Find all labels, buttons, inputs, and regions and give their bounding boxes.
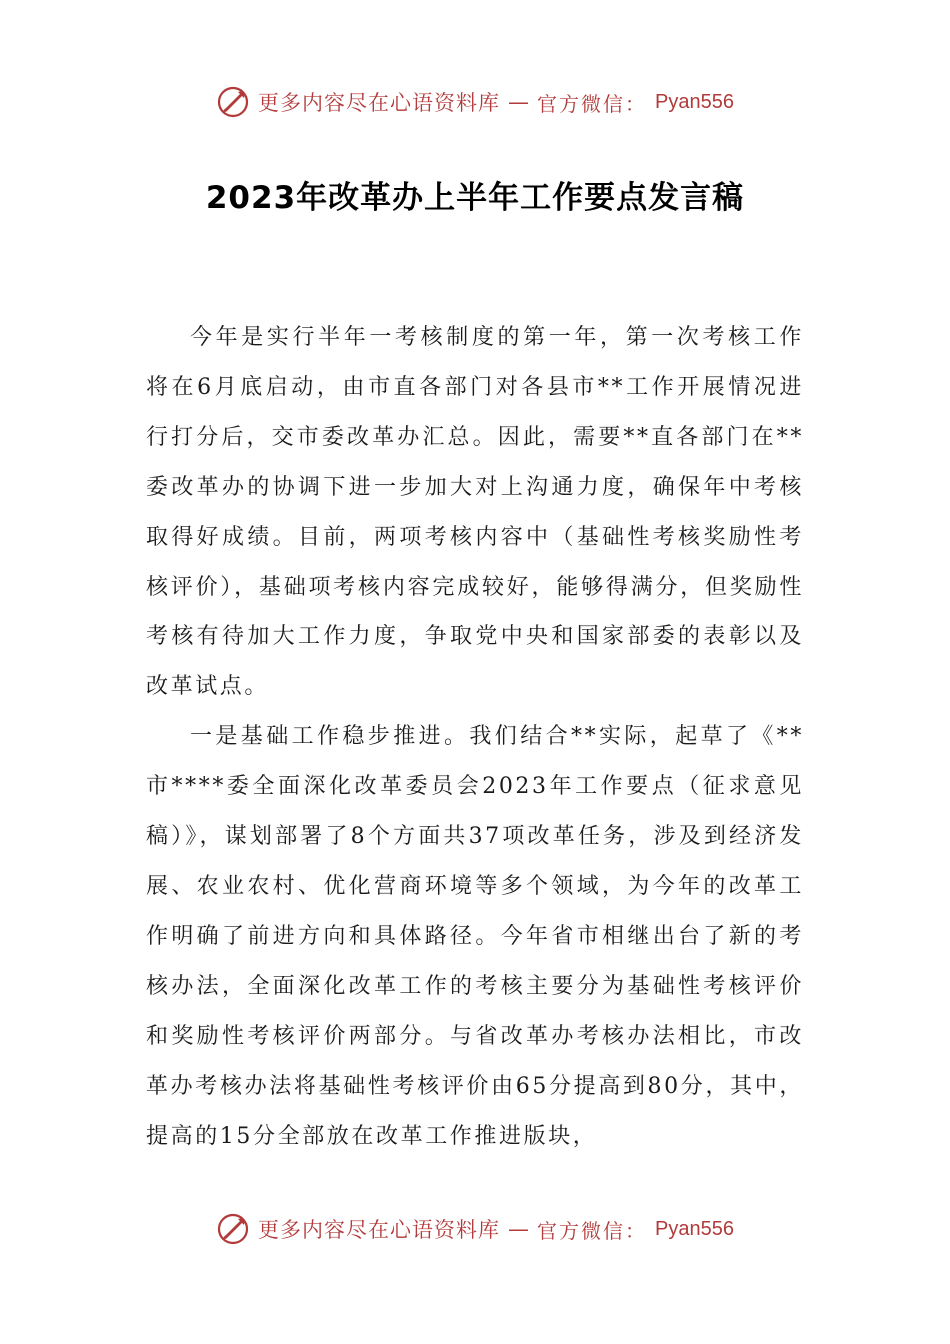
header-brand-text: 更多内容尽在心语资料库	[258, 91, 501, 115]
footer-wechat-id: Pyan556	[655, 1217, 734, 1240]
header-dash: —	[508, 90, 530, 114]
body-paragraph-2: 一是基础工作稳步推进。我们结合**实际，起草了《**市****委全面深化改革委员会2023年工作要点（征求意见稿）》，谋划部署了8个方面共37项改革任务，涉及到经济发展、农业农村、优化营商环境等多个领域，为今年的改革工作明确了前进方向和具体路径。今年省市相继出台了新的考核办法，全面深化改革工作的考核主要分为基础性考核评价和奖励性考核评价两部分。与省改革办考核办法相比，市改革办考核办法将基础性考核评价由65分提高到80分，其中，提高的15分全部放在改革工作推进版块，	[146, 724, 804, 1149]
footer-wechat-label: 官方微信：	[537, 1218, 648, 1243]
quill-pen-logo-icon	[216, 85, 250, 119]
document-title: 2023年改革办上半年工作要点发言稿	[205, 180, 745, 216]
body-paragraph-1: 今年是实行半年一考核制度的第一年，第一次考核工作将在6月底启动，由市直各部门对各县市**工作开展情况进行打分后，交市委改革办汇总。因此，需要**直各部门在**委改革办的协调下进一步加大对上沟通力度，确保年中考核取得好成绩。目前，两项考核内容中（基础性考核奖励性考核评价），基础项考核内容完成较好，能够得满分，但奖励性考核有待加大工作力度，争取党中央和国家部委的表彰以及改革试点。	[146, 325, 804, 700]
footer-dash: —	[508, 1217, 530, 1241]
footer-banner	[0, 1209, 950, 1249]
header-wechat-label: 官方微信：	[537, 91, 648, 116]
footer-brand-text: 更多内容尽在心语资料库	[258, 1218, 501, 1242]
header-wechat-id: Pyan556	[655, 90, 734, 113]
quill-pen-logo-icon	[216, 1212, 250, 1246]
document-body	[146, 313, 804, 1161]
header-banner	[0, 82, 950, 122]
